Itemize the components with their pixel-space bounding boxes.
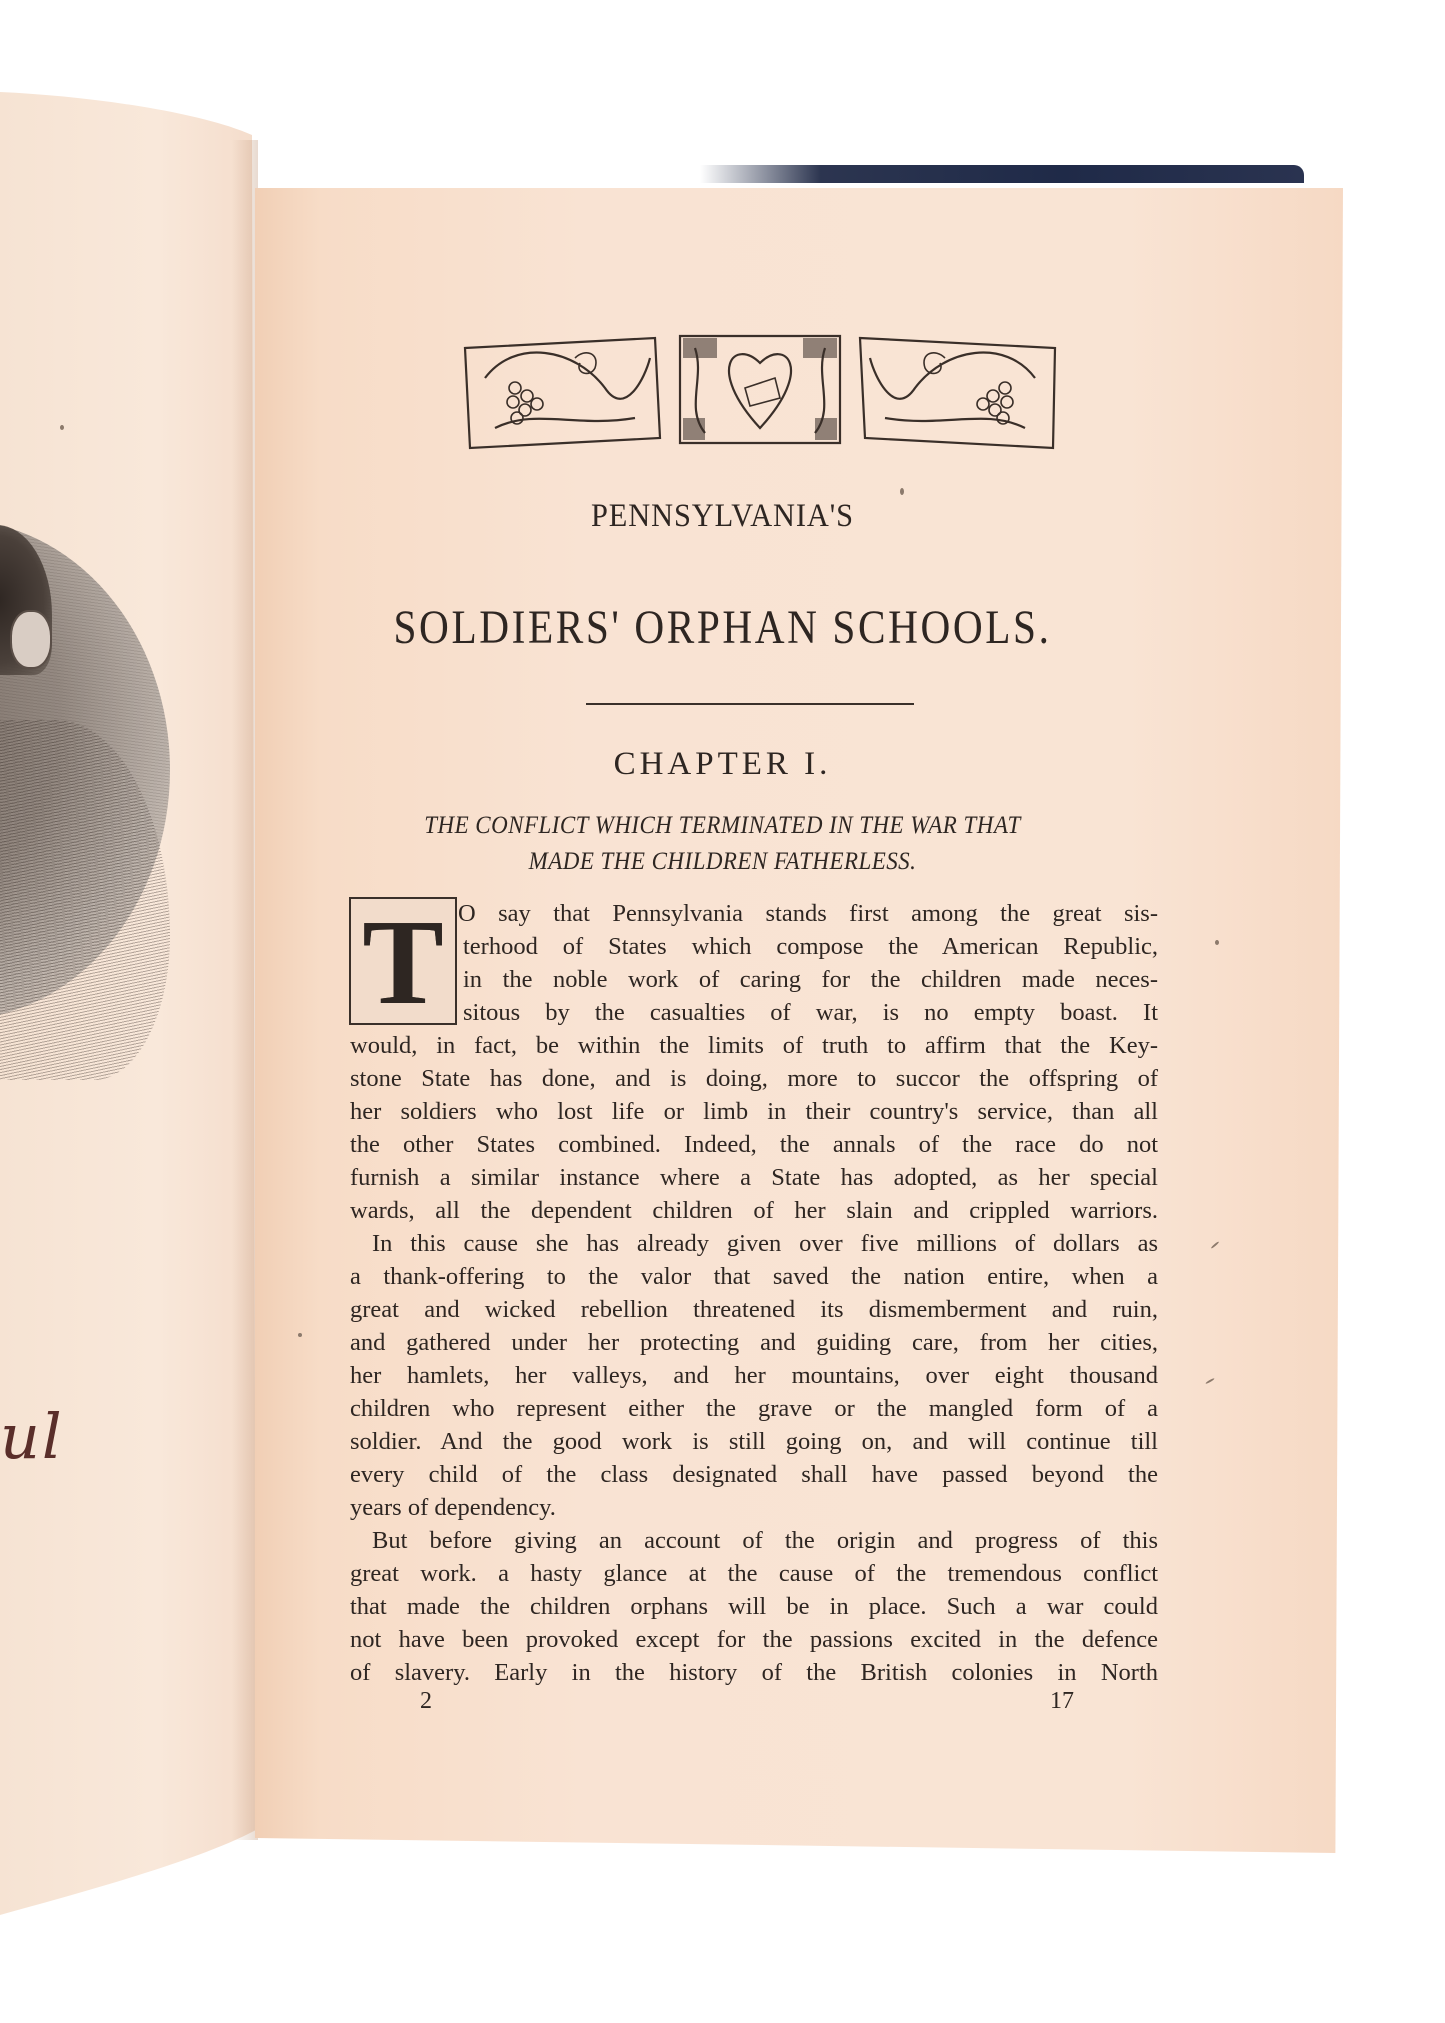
page-number: 17 (1050, 1688, 1074, 1714)
title-rule-divider (586, 703, 914, 705)
body-line: O say that Pennsylvania stands first among the great sis- (458, 900, 1158, 927)
book-title-line-2: SOLDIERS' ORPHAN SCHOOLS. (393, 601, 1052, 654)
body-line: in the noble work of caring for the children made neces- (463, 966, 1158, 993)
paper-speck (1215, 940, 1219, 945)
body-line: furnish a similar instance where a State has adopted, as her special (350, 1164, 1158, 1191)
body-line: But before giving an account of the origin and progress of this (372, 1527, 1158, 1554)
body-line: wards, all the dependent children of her slain and crippled warriors. (350, 1197, 1158, 1224)
body-line: children who represent either the grave or the mangled form of a (350, 1395, 1158, 1422)
book-cover-edge (700, 165, 1304, 183)
body-line: and gathered under her protecting and guiding care, from her cities, (350, 1329, 1158, 1356)
autograph-signature: ul (0, 1400, 64, 1473)
body-line: of slavery. Early in the history of the British colonies in North (350, 1659, 1158, 1686)
paper-speck (298, 1333, 302, 1337)
chapter-heading: CHAPTER I. (613, 746, 832, 782)
gutter-shadow (232, 140, 258, 1840)
body-line: the other States combined. Indeed, the annals of the race do not (350, 1131, 1158, 1158)
body-line: that made the children orphans will be in place. Such a war could (350, 1593, 1158, 1620)
drop-cap-initial (349, 895, 457, 1030)
body-line: terhood of States which compose the American Republic, (463, 933, 1158, 960)
body-line: years of dependency. (350, 1494, 556, 1521)
body-line: would, in fact, be within the limits of truth to affirm that the Key- (350, 1032, 1158, 1059)
body-line: soldier. And the good work is still going on, and will continue till (350, 1428, 1158, 1455)
paper-speck (900, 488, 904, 495)
drop-cap-letter: T (362, 895, 444, 1030)
body-line: stone State has done, and is doing, more to succor the offspring of (350, 1065, 1158, 1092)
body-line: great and wicked rebellion threatened its dismemberment and ruin, (350, 1296, 1158, 1323)
headpiece-ornament-icon (455, 318, 1067, 460)
body-line: In this cause she has already given over five millions of dollars as (372, 1230, 1158, 1257)
chapter-subtitle-line-2: MADE THE CHILDREN FATHERLESS. (528, 848, 917, 875)
body-line: her hamlets, her valleys, and her mountains, over eight thousand (350, 1362, 1158, 1389)
body-line: her soldiers who lost life or limb in their country's service, than all (350, 1098, 1158, 1125)
book-title-line-1: PENNSYLVANIA'S (590, 498, 854, 534)
body-line: every child of the class designated shall have passed beyond the (350, 1461, 1158, 1488)
portrait-ear (10, 610, 52, 669)
body-line: not have been provoked except for the passions excited in the defence (350, 1626, 1158, 1653)
signature-mark: 2 (420, 1688, 432, 1714)
body-line: sitous by the casualties of war, is no empty boast. It (463, 999, 1158, 1026)
body-line: great work. a hasty glance at the cause of the tremendous conflict (350, 1560, 1158, 1587)
paper-speck (60, 425, 64, 430)
chapter-subtitle-line-1: THE CONFLICT WHICH TERMINATED IN THE WAR THAT (424, 812, 1021, 839)
body-line: a thank-offering to the valor that saved the nation entire, when a (350, 1263, 1158, 1290)
